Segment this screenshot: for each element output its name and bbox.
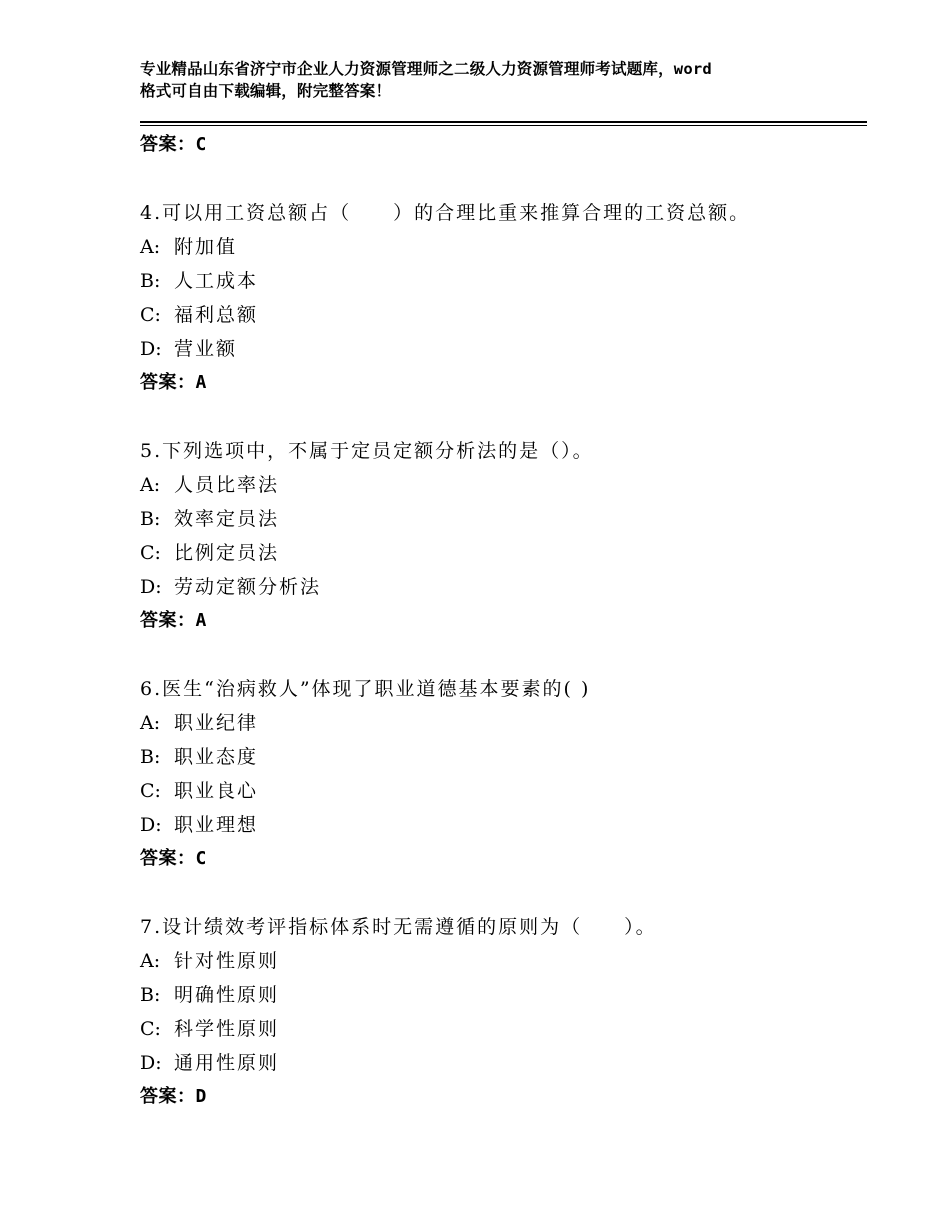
option-letter: A: — [140, 950, 161, 972]
option-b — [140, 264, 867, 298]
question-stem: 6.医生“治病救人”体现了职业道德基本要素的( ) — [140, 678, 591, 700]
option-a — [140, 468, 867, 502]
option-letter: C: — [140, 542, 161, 564]
question-5 — [140, 434, 867, 638]
option-b — [140, 740, 867, 774]
question-stem: 4.可以用工资总额占（ ）的合理比重来推算合理的工资总额。 — [140, 202, 751, 224]
option-letter: B: — [140, 508, 161, 530]
option-text: 职业理想 — [174, 814, 259, 836]
option-text: 人工成本 — [174, 270, 259, 292]
header-line-2: 格式可自由下载编辑，附完整答案！ — [140, 82, 392, 100]
question-7 — [140, 910, 867, 1114]
option-text: 劳动定额分析法 — [174, 576, 322, 598]
page-header — [140, 58, 840, 102]
question-4 — [140, 196, 867, 400]
answer-label: 答案：D — [140, 1086, 207, 1107]
option-text: 比例定员法 — [174, 542, 280, 564]
option-d — [140, 808, 867, 842]
option-text: 人员比率法 — [174, 474, 280, 496]
option-letter: D: — [140, 338, 162, 360]
previous-question-answer: 答案：C — [140, 134, 207, 155]
option-text: 职业纪律 — [174, 712, 259, 734]
question-stem: 5.下列选项中，不属于定员定额分析法的是（）。 — [140, 440, 594, 462]
header-divider-thick — [140, 121, 867, 123]
question-6 — [140, 672, 867, 876]
option-c — [140, 536, 867, 570]
option-letter: C: — [140, 304, 161, 326]
option-letter: A: — [140, 474, 161, 496]
option-letter: D: — [140, 1052, 162, 1074]
option-text: 福利总额 — [174, 304, 259, 326]
option-text: 职业态度 — [174, 746, 259, 768]
option-letter: B: — [140, 746, 161, 768]
option-letter: A: — [140, 236, 161, 258]
answer-label: 答案：A — [140, 610, 207, 631]
option-text: 营业额 — [174, 338, 238, 360]
option-a — [140, 230, 867, 264]
option-letter: B: — [140, 270, 161, 292]
option-text: 职业良心 — [174, 780, 259, 802]
option-letter: C: — [140, 1018, 161, 1040]
document-body — [140, 128, 867, 1114]
option-d — [140, 570, 867, 604]
answer-label: 答案：A — [140, 372, 207, 393]
option-text: 附加值 — [174, 236, 238, 258]
option-letter: D: — [140, 576, 162, 598]
option-text: 通用性原则 — [174, 1052, 280, 1074]
option-a — [140, 706, 867, 740]
header-line-1: 专业精品山东省济宁市企业人力资源管理师之二级人力资源管理师考试题库，word — [140, 60, 712, 78]
option-text: 效率定员法 — [174, 508, 280, 530]
option-c — [140, 774, 867, 808]
option-a — [140, 944, 867, 978]
header-divider-thin — [140, 125, 867, 126]
answer-label: 答案：C — [140, 848, 207, 869]
option-b — [140, 502, 867, 536]
option-letter: B: — [140, 984, 161, 1006]
option-c — [140, 1012, 867, 1046]
option-text: 针对性原则 — [174, 950, 280, 972]
option-letter: C: — [140, 780, 161, 802]
option-letter: A: — [140, 712, 161, 734]
option-text: 明确性原则 — [174, 984, 280, 1006]
option-d — [140, 1046, 867, 1080]
option-c — [140, 298, 867, 332]
option-text: 科学性原则 — [174, 1018, 280, 1040]
question-stem: 7.设计绩效考评指标体系时无需遵循的原则为（ ）。 — [140, 916, 657, 938]
option-letter: D: — [140, 814, 162, 836]
option-b — [140, 978, 867, 1012]
option-d — [140, 332, 867, 366]
